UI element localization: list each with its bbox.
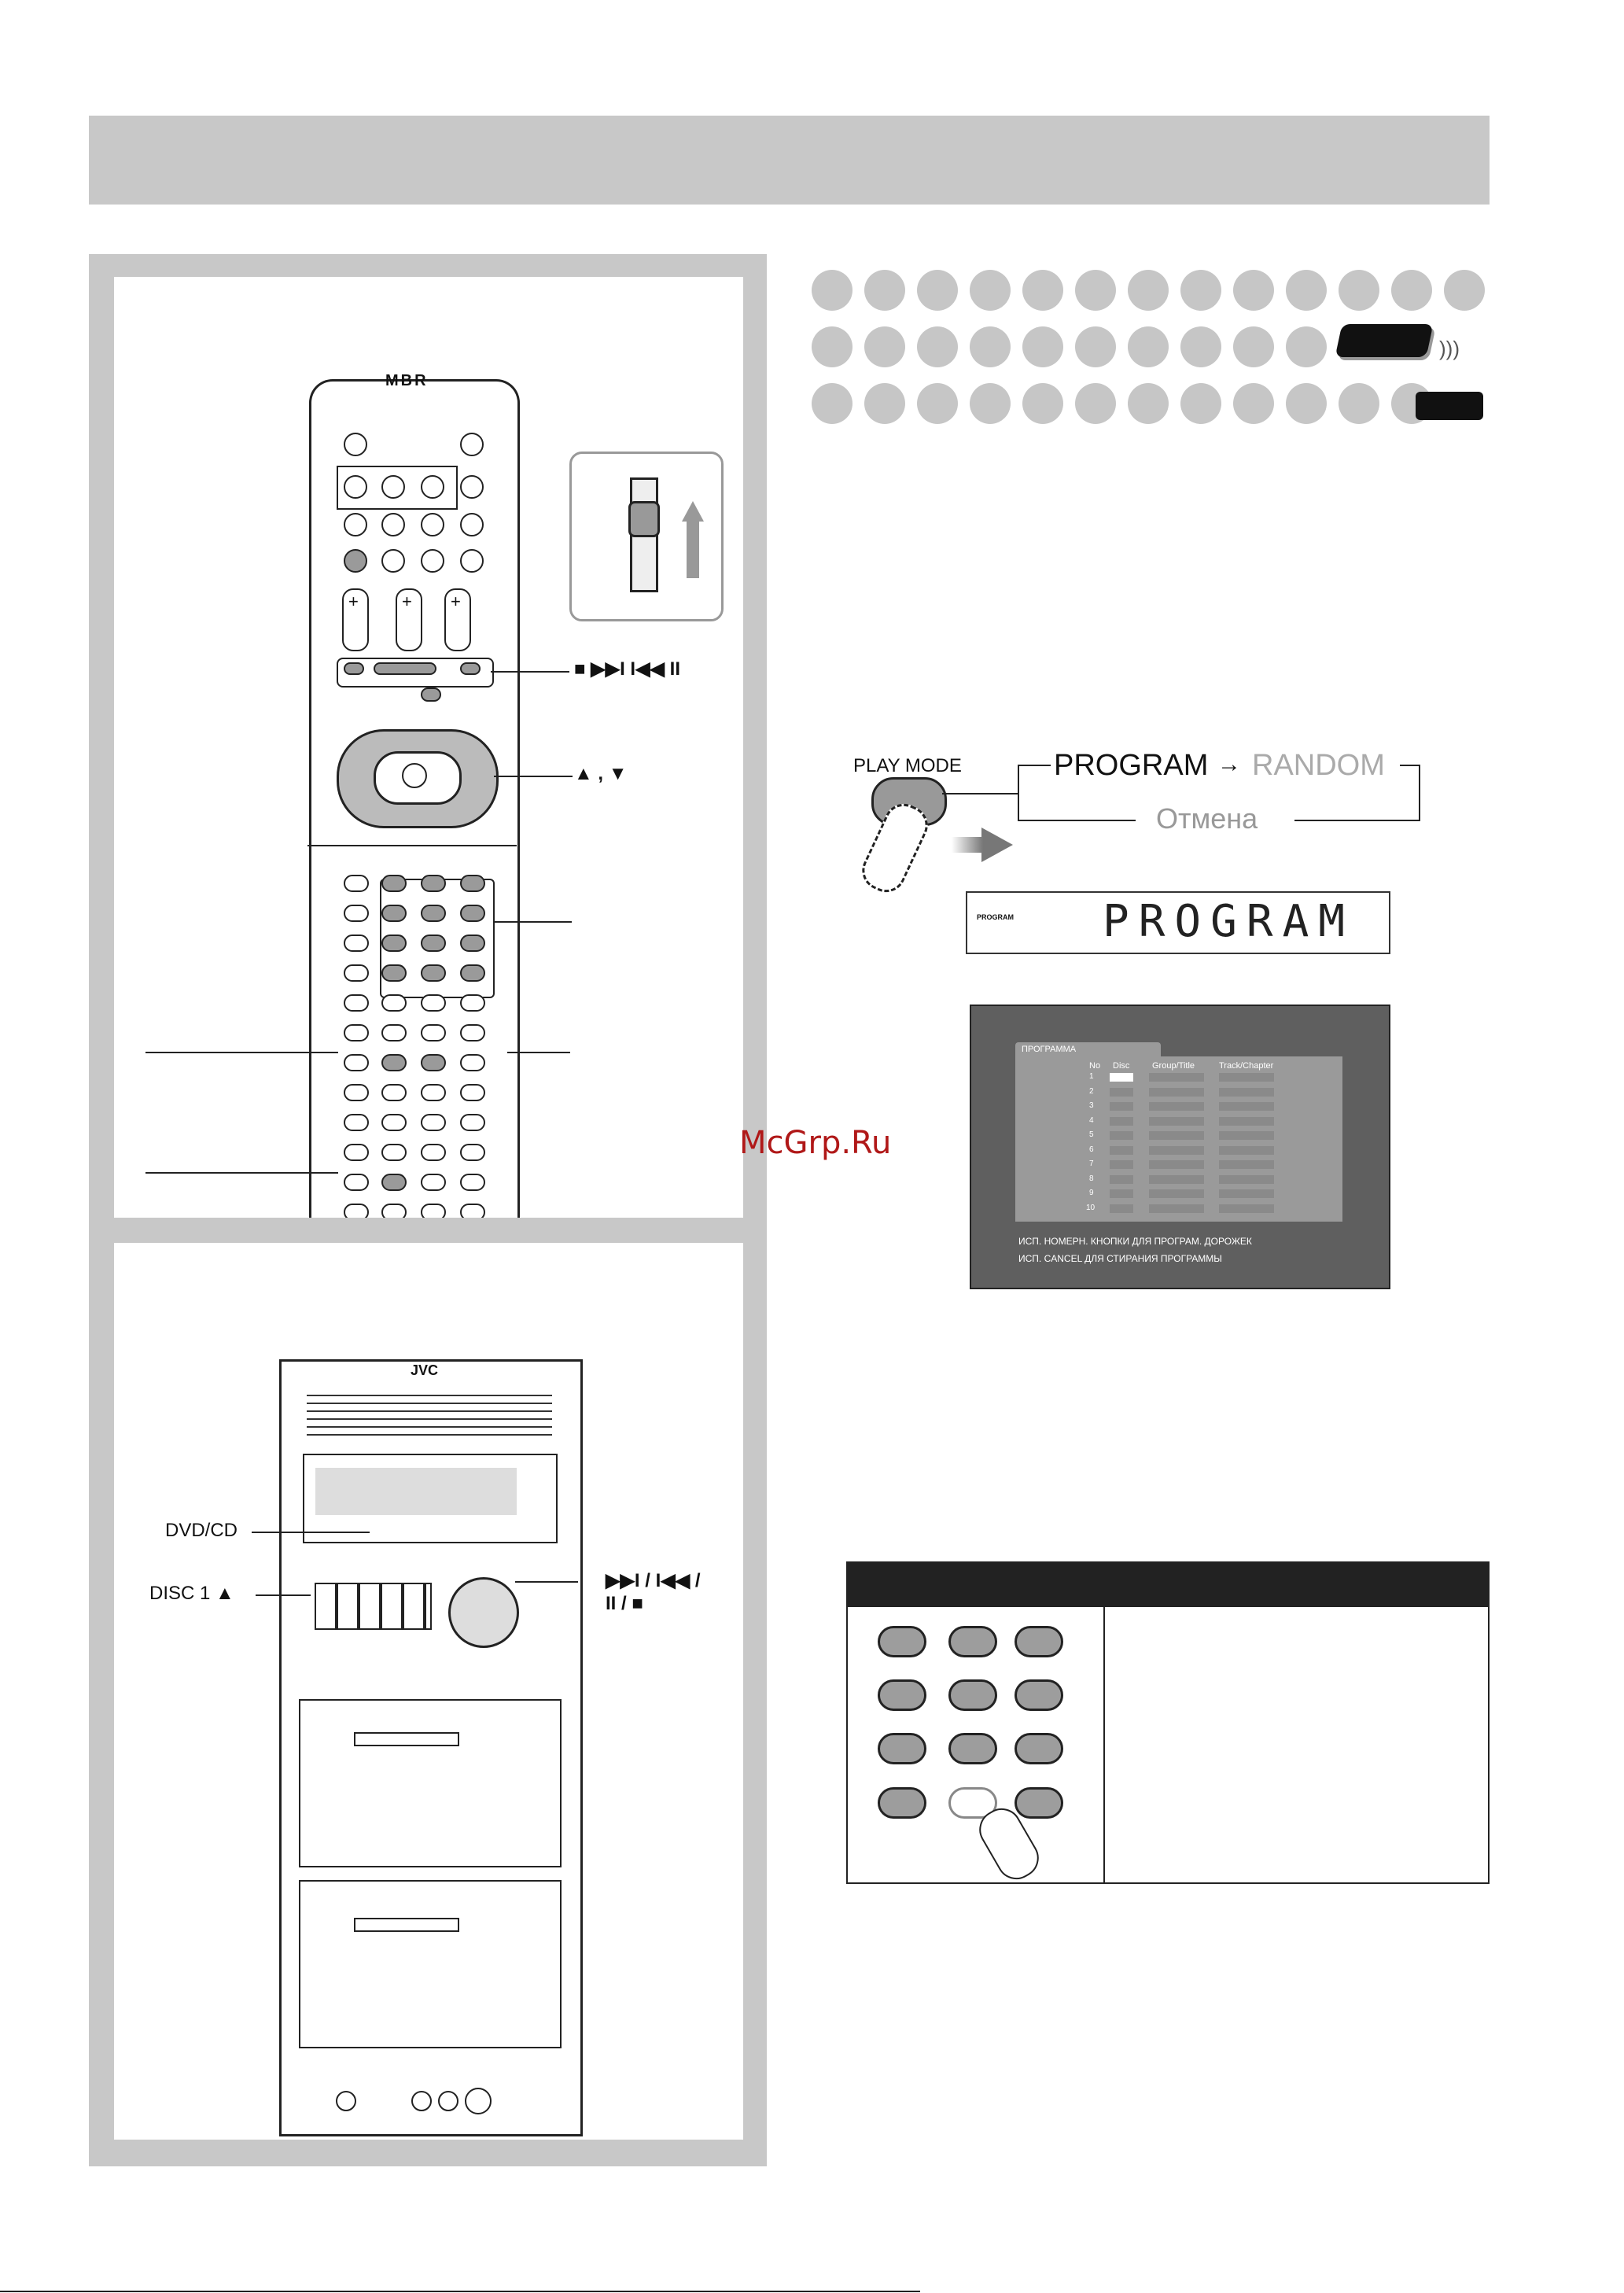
- unit-jack[interactable]: [438, 2091, 458, 2111]
- osd-cell: [1149, 1073, 1204, 1082]
- cycle-line: [942, 793, 1018, 794]
- osd-row-number: 8: [1089, 1174, 1094, 1183]
- number-key[interactable]: [878, 1679, 926, 1711]
- remote-key[interactable]: [460, 1204, 485, 1218]
- osd-cell: [1110, 1160, 1133, 1169]
- remote-button[interactable]: [381, 475, 405, 499]
- osd-hint-2: ИСП. CANCEL ДЛЯ СТИРАНИЯ ПРОГРАММЫ: [1018, 1253, 1222, 1264]
- keypad-table: [846, 1561, 1490, 1884]
- remote-key[interactable]: [344, 964, 369, 982]
- remote-key[interactable]: [381, 1144, 407, 1161]
- decorative-dot: [864, 270, 905, 311]
- remote-button[interactable]: [460, 549, 484, 573]
- remote-key[interactable]: [460, 1054, 485, 1071]
- unit-deck-b: [299, 1880, 562, 2048]
- mode-cancel: Отмена: [1156, 802, 1258, 835]
- mode-arrow-icon: →: [1217, 751, 1241, 777]
- number-key[interactable]: [878, 1787, 926, 1819]
- osd-cell: [1149, 1117, 1204, 1126]
- remote-key[interactable]: [344, 875, 369, 892]
- bottom-rule: [0, 2291, 920, 2292]
- remote-key[interactable]: [344, 1144, 369, 1161]
- remote-skip-button[interactable]: [460, 662, 481, 675]
- remote-key[interactable]: [460, 1114, 485, 1131]
- decorative-dot: [1233, 383, 1274, 424]
- osd-cell: [1149, 1175, 1204, 1184]
- number-key[interactable]: [878, 1626, 926, 1657]
- decorative-dot: [1391, 270, 1432, 311]
- decorative-dot: [1022, 270, 1063, 311]
- number-key[interactable]: [1015, 1626, 1063, 1657]
- black-tab-badge: [1416, 392, 1483, 420]
- arrow-up-stem: [687, 522, 699, 578]
- decorative-dot: [1128, 326, 1169, 367]
- remote-key[interactable]: [421, 1024, 446, 1041]
- rocker-plus: +: [348, 592, 359, 611]
- unit-jog-dial[interactable]: [448, 1577, 519, 1648]
- cycle-line: [1018, 765, 1051, 766]
- osd-row-number: 7: [1089, 1159, 1094, 1168]
- rocker-plus: +: [451, 592, 461, 611]
- number-key[interactable]: [948, 1626, 997, 1657]
- osd-row-number: 4: [1089, 1115, 1094, 1125]
- osd-col-group: Group/Title: [1152, 1061, 1195, 1071]
- decorative-dot: [812, 270, 853, 311]
- leader-line: [145, 1172, 338, 1174]
- decorative-dot: [1286, 383, 1327, 424]
- header-band: [89, 116, 1490, 205]
- decorative-dot: [1075, 383, 1116, 424]
- decorative-dot: [917, 326, 958, 367]
- osd-cell: [1110, 1117, 1133, 1126]
- decorative-dot: [1339, 270, 1379, 311]
- remote-key[interactable]: [421, 1054, 446, 1071]
- osd-cell: [1110, 1189, 1133, 1198]
- remote-key[interactable]: [381, 1174, 407, 1191]
- osd-cell: [1149, 1189, 1204, 1198]
- cycle-line: [1018, 765, 1019, 820]
- osd-cell: [1110, 1175, 1133, 1184]
- remote-button[interactable]: [421, 549, 444, 573]
- keypad-table-divider: [1103, 1607, 1105, 1882]
- remote-key[interactable]: [460, 1174, 485, 1191]
- cycle-line: [1294, 820, 1420, 821]
- decorative-dot: [1339, 383, 1379, 424]
- mode-program: PROGRAM: [1054, 749, 1209, 782]
- osd-tab: [1015, 1042, 1161, 1056]
- remote-key[interactable]: [381, 1024, 407, 1041]
- remote-key[interactable]: [381, 935, 407, 952]
- remote-button[interactable]: [421, 513, 444, 536]
- osd-col-no: No: [1089, 1061, 1101, 1071]
- leader-line: [507, 1052, 570, 1053]
- decorative-dot: [1286, 270, 1327, 311]
- osd-cell: [1110, 1131, 1133, 1140]
- osd-screen: [970, 1005, 1390, 1289]
- remote-key[interactable]: [421, 935, 446, 952]
- remote-key[interactable]: [460, 964, 485, 982]
- switch-knob[interactable]: [628, 501, 660, 537]
- unit-jack[interactable]: [411, 2091, 432, 2111]
- osd-cell: [1219, 1160, 1274, 1169]
- osd-row-number: 9: [1089, 1189, 1094, 1197]
- transport-symbols: ■ ▶▶I I◀◀ II: [574, 658, 680, 680]
- label-disc1: DISC 1 ▲: [149, 1583, 234, 1604]
- remote-key[interactable]: [421, 1204, 446, 1218]
- display-text: PROGRAM: [1103, 896, 1355, 947]
- label-dvdcd: DVD/CD: [165, 1520, 238, 1541]
- remote-key[interactable]: [344, 905, 369, 922]
- remote-logo: MBR: [385, 372, 429, 389]
- unit-jack[interactable]: [336, 2091, 356, 2111]
- number-key[interactable]: [878, 1733, 926, 1764]
- remote-key[interactable]: [460, 1024, 485, 1041]
- remote-button[interactable]: [381, 549, 405, 573]
- osd-cell: [1149, 1131, 1204, 1140]
- osd-cell: [1219, 1146, 1274, 1155]
- decorative-dot: [1444, 270, 1485, 311]
- remote-key[interactable]: [381, 875, 407, 892]
- remote-stop-button[interactable]: [344, 662, 364, 675]
- decorative-dot: [1128, 270, 1169, 311]
- decorative-dot: [1075, 326, 1116, 367]
- unit-deck-a: [299, 1699, 562, 1867]
- remote-key[interactable]: [460, 875, 485, 892]
- number-key[interactable]: [1015, 1733, 1063, 1764]
- osd-row-number: 10: [1086, 1203, 1096, 1212]
- decorative-dot: [1075, 270, 1116, 311]
- osd-cell: [1110, 1088, 1133, 1097]
- remote-button[interactable]: [381, 513, 405, 536]
- remote-button[interactable]: [344, 513, 367, 536]
- remote-key[interactable]: [421, 964, 446, 982]
- remote-key[interactable]: [381, 1114, 407, 1131]
- decorative-dot: [917, 270, 958, 311]
- remote-key[interactable]: [421, 1114, 446, 1131]
- display-indicator: PROGRAM: [977, 913, 1014, 921]
- osd-col-disc: Disc: [1113, 1061, 1130, 1071]
- remote-key[interactable]: [381, 1204, 407, 1218]
- unit-deck-slot: [354, 1918, 459, 1932]
- remote-panel: [114, 277, 743, 1218]
- osd-cell: [1110, 1073, 1133, 1082]
- osd-tab-label: ПРОГРАММА: [1022, 1045, 1077, 1054]
- decorative-dot: [864, 383, 905, 424]
- remote-button[interactable]: [460, 513, 484, 536]
- osd-cell: [1219, 1204, 1274, 1213]
- remote-key[interactable]: [344, 1174, 369, 1191]
- leader-line: [252, 1532, 370, 1533]
- osd-cell: [1149, 1204, 1204, 1213]
- decorative-dot: [1180, 383, 1221, 424]
- cycle-line: [1419, 765, 1420, 820]
- osd-hint-1: ИСП. НОМЕРН. КНОПКИ ДЛЯ ПРОГРАМ. ДОРОЖЕК: [1018, 1236, 1252, 1247]
- remote-button[interactable]: [421, 475, 444, 499]
- decorative-dot: [917, 383, 958, 424]
- remote-key[interactable]: [421, 1144, 446, 1161]
- osd-cell: [1110, 1204, 1133, 1213]
- osd-cell: [1149, 1160, 1204, 1169]
- remote-key[interactable]: [381, 964, 407, 982]
- osd-cell: [1149, 1146, 1204, 1155]
- osd-row-number: 5: [1089, 1130, 1094, 1139]
- osd-row-number: 3: [1089, 1101, 1094, 1110]
- remote-button[interactable]: [344, 433, 367, 456]
- osd-cell: [1110, 1102, 1133, 1111]
- remote-key[interactable]: [344, 1084, 369, 1101]
- decorative-dot: [1022, 383, 1063, 424]
- remote-enter-center[interactable]: [402, 763, 427, 788]
- osd-cell: [1219, 1117, 1274, 1126]
- remote-key[interactable]: [421, 875, 446, 892]
- play-mode-label: PLAY MODE: [853, 755, 962, 776]
- osd-row-number: 1: [1089, 1072, 1094, 1081]
- remote-pause-button[interactable]: [421, 688, 441, 702]
- decorative-dot: [1233, 270, 1274, 311]
- remote-key[interactable]: [421, 1084, 446, 1101]
- unit-display: [303, 1454, 558, 1543]
- osd-row-number: 2: [1089, 1086, 1094, 1096]
- remote-key[interactable]: [421, 905, 446, 922]
- leader-line: [256, 1594, 311, 1596]
- unit-jack[interactable]: [465, 2088, 492, 2114]
- remote-key[interactable]: [381, 1084, 407, 1101]
- osd-cell: [1219, 1131, 1274, 1140]
- remote-key[interactable]: [460, 1144, 485, 1161]
- remote-key[interactable]: [460, 994, 485, 1012]
- leader-line: [515, 1581, 578, 1583]
- remote-button[interactable]: [460, 433, 484, 456]
- switch-inset: [569, 452, 724, 621]
- label-pause-stop: II / ■: [606, 1593, 643, 1614]
- remote-key[interactable]: [344, 994, 369, 1012]
- unit-top-panel: [307, 1388, 552, 1436]
- remote-key[interactable]: [421, 1174, 446, 1191]
- decorative-dot: [970, 383, 1011, 424]
- remote-lower-section: [307, 845, 517, 846]
- cycle-line: [1400, 765, 1420, 766]
- leader-line: [145, 1052, 338, 1053]
- decorative-dot: [1180, 326, 1221, 367]
- remote-key[interactable]: [460, 1084, 485, 1101]
- signal-waves-icon: ))): [1439, 337, 1460, 360]
- remote-badge-icon: [1335, 324, 1434, 357]
- decorative-dot: [1180, 270, 1221, 311]
- front-display: [966, 891, 1390, 954]
- decorative-dot: [1233, 326, 1274, 367]
- decorative-dot: [812, 383, 853, 424]
- number-key[interactable]: [948, 1733, 997, 1764]
- unit-brand: JVC: [411, 1362, 439, 1378]
- osd-cell: [1110, 1146, 1133, 1155]
- osd-cell: [1219, 1102, 1274, 1111]
- remote-key[interactable]: [344, 1114, 369, 1131]
- osd-cell: [1149, 1088, 1204, 1097]
- remote-source-button[interactable]: [344, 549, 367, 573]
- number-key[interactable]: [948, 1679, 997, 1711]
- decorative-dot: [1022, 326, 1063, 367]
- remote-key[interactable]: [421, 994, 446, 1012]
- unit-display-window: [315, 1468, 517, 1515]
- remote-key[interactable]: [381, 994, 407, 1012]
- leader-line: [494, 776, 573, 777]
- decorative-dot: [970, 326, 1011, 367]
- mode-random: RANDOM: [1252, 749, 1385, 782]
- cursor-symbols: ▲ , ▼: [574, 763, 628, 784]
- remote-play-button[interactable]: [374, 662, 436, 675]
- unit-deck-slot: [354, 1732, 459, 1746]
- press-arrow-icon: [981, 828, 1013, 862]
- decorative-dot: [864, 326, 905, 367]
- number-key[interactable]: [1015, 1787, 1063, 1819]
- remote-key[interactable]: [460, 935, 485, 952]
- decorative-dot: [970, 270, 1011, 311]
- remote-key[interactable]: [460, 905, 485, 922]
- remote-key[interactable]: [381, 1054, 407, 1071]
- remote-key[interactable]: [344, 935, 369, 952]
- osd-cell: [1149, 1102, 1204, 1111]
- finger-icon: [856, 798, 934, 899]
- decorative-dot: [812, 326, 853, 367]
- decorative-dot: [1128, 383, 1169, 424]
- leader-line: [493, 921, 572, 923]
- label-skip: ▶▶I / I◀◀ /: [606, 1570, 701, 1591]
- osd-cell: [1219, 1189, 1274, 1198]
- remote-key[interactable]: [344, 1204, 369, 1218]
- remote-key[interactable]: [344, 1054, 369, 1071]
- decorative-dot: [1286, 326, 1327, 367]
- arrow-up-icon: [682, 501, 704, 522]
- osd-cell: [1219, 1073, 1274, 1082]
- osd-col-track: Track/Chapter: [1219, 1061, 1274, 1071]
- osd-cell: [1219, 1088, 1274, 1097]
- unit-panel: [114, 1243, 743, 2140]
- osd-cell: [1219, 1175, 1274, 1184]
- leader-line: [491, 671, 569, 673]
- remote-button[interactable]: [460, 475, 484, 499]
- osd-row-number: 6: [1089, 1145, 1094, 1154]
- unit-disc-trays[interactable]: [315, 1583, 432, 1630]
- remote-key[interactable]: [381, 905, 407, 922]
- number-key[interactable]: [1015, 1679, 1063, 1711]
- keypad-table-header: [848, 1563, 1488, 1607]
- rocker-plus: +: [402, 592, 412, 611]
- press-arrow-stem: [952, 837, 983, 853]
- remote-key[interactable]: [344, 1024, 369, 1041]
- remote-button[interactable]: [344, 475, 367, 499]
- cycle-line: [1018, 820, 1136, 821]
- watermark: McGrp.Ru: [739, 1125, 892, 1161]
